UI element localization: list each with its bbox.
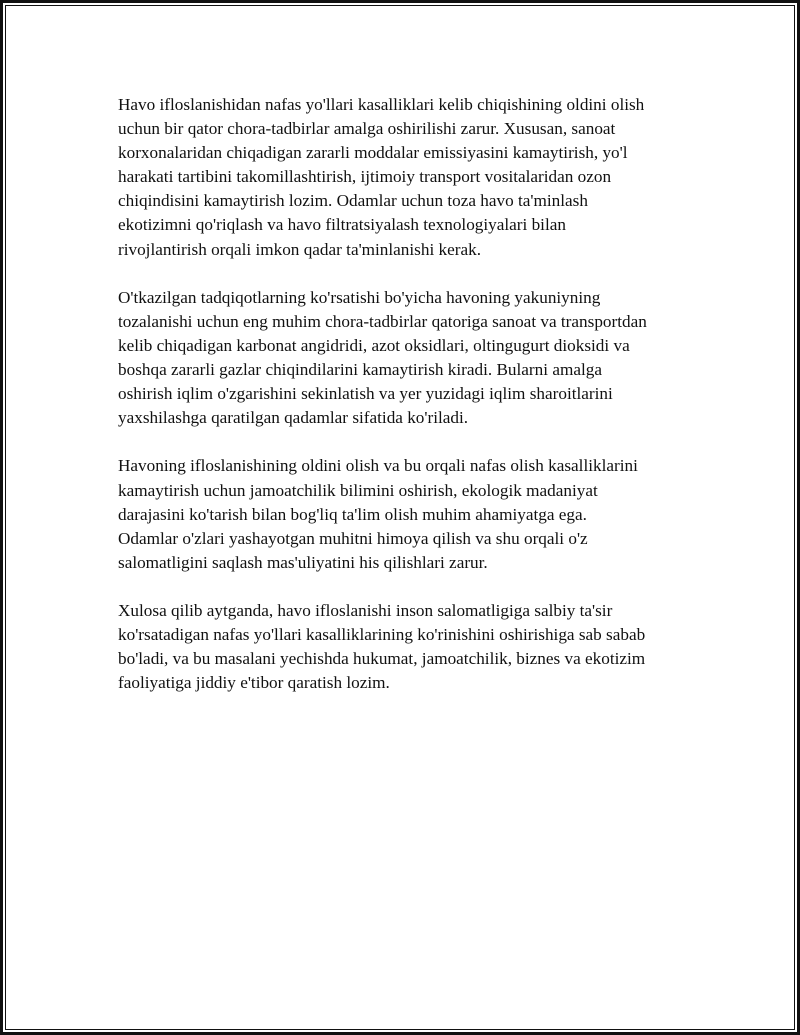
text-line: bo'ladi, va bu masalani yechishda hukumat, jamoatchilik, biznes va ekotizim [118,649,646,669]
paragraph-3 [118,454,693,574]
text-line: Xulosa qilib aytganda, havo ifloslanishi inson salomatligiga salbiy ta'sir [118,600,613,620]
text-line: harakati tartibini takomillashtirish, ijtimoiy transport vositalaridan ozon [118,167,612,187]
text-line: yaxshilashga qaratilgan qadamlar sifatida ko'riladi. [118,408,469,428]
text-line: oshirish iqlim o'zgarishini sekinlatish va yer yuzidagi iqlim sharoitlarini [118,384,613,404]
text-line: salomatligini saqlash mas'uliyatini his qilishlari zarur. [118,552,488,572]
text-line: korxonalaridan chiqadigan zararli moddalar emissiyasini kamaytirish, yo'l [118,143,628,163]
text-line: tozalanishi uchun eng muhim chora-tadbirlar qatoriga sanoat va transportdan [118,311,647,331]
text-line: chiqindisini kamaytirish lozim. Odamlar uchun toza havo ta'minlash [118,191,588,211]
text-line: rivojlantirish orqali imkon qadar ta'minlanishi kerak. [118,239,481,259]
text-line: Odamlar o'zlari yashayotgan muhitni himoya qilish va shu orqali o'z [118,528,588,548]
text-line: kelib chiqadigan karbonat angidridi, azot oksidlari, oltingugurt dioksidi va [118,335,630,355]
paragraph-2 [118,286,693,431]
text-line: darajasini ko'tarish bilan bog'liq ta'lim olish muhim ahamiyatga ega. [118,504,587,524]
text-line: ekotizimni qo'riqlash va havo filtratsiyalash texnologiyalari bilan [118,215,566,235]
text-line: uchun bir qator chora-tadbirlar amalga oshirilishi zarur. Xususan, sanoat [118,119,616,139]
text-line: boshqa zararli gazlar chiqindilarini kamaytirish kiradi. Bularni amalga [118,360,602,380]
text-line: Havoning ifloslanishining oldini olish va bu orqali nafas olish kasalliklarini [118,456,638,476]
text-line: O'tkazilgan tadqiqotlarning ko'rsatishi bo'yicha havoning yakuniyning [118,287,601,307]
text-line: faoliyatiga jiddiy e'tibor qaratish lozim. [118,673,390,693]
paragraph-4 [118,599,693,695]
document-body [118,93,693,719]
paragraph-1 [118,93,693,262]
text-line: ko'rsatadigan nafas yo'llari kasalliklarining ko'rinishini oshirishiga sab sabab [118,625,646,645]
text-line: Havo ifloslanishidan nafas yo'llari kasalliklari kelib chiqishining oldini olish [118,95,645,114]
text-line: kamaytirish uchun jamoatchilik bilimini oshirish, ekologik madaniyat [118,480,598,500]
